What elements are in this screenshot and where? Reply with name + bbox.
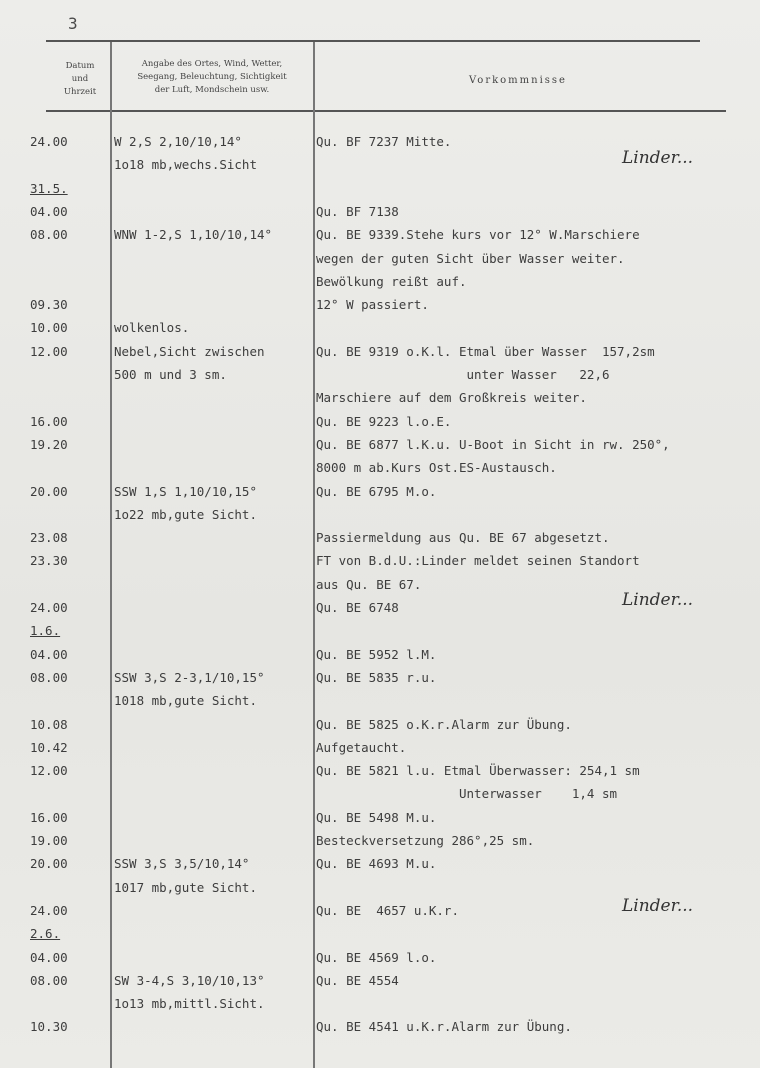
log-weather: SSW 3,S 2-3,1/10,15° [114,669,265,685]
log-event: Qu. BE 9319 o.K.l. Etmal über Wasser 157,2sm [316,343,655,359]
log-event: Passiermeldung aus Qu. BE 67 abgesetzt. [316,530,610,546]
log-time: 19.20 [30,436,68,452]
log-event: Aufgetaucht. [316,739,407,755]
header-events-column: Vorkommnisse [469,75,567,86]
header-location-line: der Luft, Mondschein usw. [154,85,270,95]
column-divider-2 [313,42,315,1068]
log-event: 12° W passiert. [316,297,429,313]
log-time: 08.00 [30,972,68,988]
log-event: Qu. BE 4657 u.K.r. [316,902,459,918]
log-time: 04.00 [30,203,68,219]
log-time: 09.30 [30,297,68,313]
log-time: 19.00 [30,833,68,848]
header-date-line: und [71,74,89,84]
log-event: Qu. BE 5825 o.K.r.Alarm zur Übung. [316,716,572,732]
log-time: 10.30 [30,1019,68,1035]
log-weather: 1o22 mb,gute Sicht. [114,506,257,522]
log-event: Qu. BE 9223 l.o.E. [316,413,452,429]
log-event: Qu. BF 7237 Mitte. [316,134,452,149]
log-event: Unterwasser 1,4 sm [316,786,618,802]
log-weather: SSW 3,S 3,5/10,14° [114,856,250,872]
log-weather: SSW 1,S 1,10/10,15° [114,483,257,499]
log-time: 12.00 [30,343,68,359]
log-event: Qu. BE 6877 l.K.u. U-Boot in Sicht in rw. 250°, [316,436,670,452]
header-location-line: Seegang, Beleuchtung, Sichtigkeit [137,72,287,82]
log-time: 24.00 [30,902,68,918]
log-event: Marschiere auf dem Großkreis weiter. [316,390,587,406]
header-date-line: Uhrzeit [63,87,97,97]
log-weather: 1o13 mb,mittl.Sicht. [114,996,265,1012]
log-time: 16.00 [30,413,68,429]
log-weather: wolkenlos. [114,320,190,336]
log-weather: 1o18 mb,wechs.Sicht [114,157,257,173]
log-time: 12.00 [30,763,68,779]
log-time: 08.00 [30,669,68,685]
signature: Linder... [622,148,694,168]
log-event: Qu. BE 9339.Stehe kurs vor 12° W.Marschiere [316,227,640,243]
log-event: wegen der guten Sicht über Wasser weiter. [316,250,625,266]
log-time: 24.00 [30,134,68,149]
log-time: 10.08 [30,716,68,732]
log-time: 10.00 [30,320,68,336]
log-event: Besteckversetzung 286°,25 sm. [316,833,535,848]
log-time: 1.6. [30,623,61,639]
log-event: 8000 m ab.Kurs Ost.ES-Austausch. [316,460,557,476]
log-time: 23.08 [30,530,68,546]
log-time: 23.30 [30,553,68,569]
log-time: 20.00 [30,483,68,499]
log-time: 04.00 [30,949,68,965]
log-event: Qu. BE 5952 l.M. [316,646,437,662]
log-weather: 1018 mb,gute Sicht. [114,693,257,709]
log-time: 04.00 [30,646,68,662]
header-location-column [114,58,310,97]
log-event: Qu. BE 5821 l.u. Etmal Überwasser: 254,1 sm [316,763,640,779]
header-date-line: Datum [65,61,95,71]
log-event: Qu. BF 7138 [316,203,399,219]
page-number: 3 [68,14,78,33]
log-time: 20.00 [30,856,68,872]
log-time: 31.5. [30,180,68,196]
top-rule [46,40,700,42]
log-weather: SW 3-4,S 3,10/10,13° [114,972,265,988]
header-location-line: Angabe des Ortes, Wind, Wetter, [141,59,283,69]
log-time: 08.00 [30,227,68,243]
log-time: 24.00 [30,600,68,615]
signature: Linder... [622,590,694,610]
signature: Linder... [622,896,694,916]
log-event: Qu. BE 4541 u.K.r.Alarm zur Übung. [316,1019,572,1035]
header-rule [46,110,726,112]
log-event: Qu. BE 4569 l.o. [316,949,437,965]
log-time: 10.42 [30,739,68,755]
log-weather: 1017 mb,gute Sicht. [114,879,257,895]
log-time: 16.00 [30,809,68,825]
log-weather: W 2,S 2,10/10,14° [114,134,242,149]
log-weather: WNW 1-2,S 1,10/10,14° [114,227,273,243]
log-event: Qu. BE 5498 M.u. [316,809,437,825]
log-event: Bewölkung reißt auf. [316,273,467,289]
log-event: aus Qu. BE 67. [316,576,422,592]
log-event: Qu. BE 5835 r.u. [316,669,437,685]
column-divider-1 [110,42,112,1068]
log-event: Qu. BE 4554 [316,972,399,988]
log-event: Qu. BE 6795 M.o. [316,483,437,499]
log-time: 2.6. [30,926,61,942]
log-event: FT von B.d.U.:Linder meldet seinen Standort [316,553,640,569]
header-date-column [52,60,108,99]
log-weather: Nebel,Sicht zwischen [114,343,265,359]
log-weather: 500 m und 3 sm. [114,367,227,382]
log-event: Qu. BE 4693 M.u. [316,856,437,872]
log-event: unter Wasser 22,6 [316,367,610,382]
log-event: Qu. BE 6748 [316,600,399,615]
